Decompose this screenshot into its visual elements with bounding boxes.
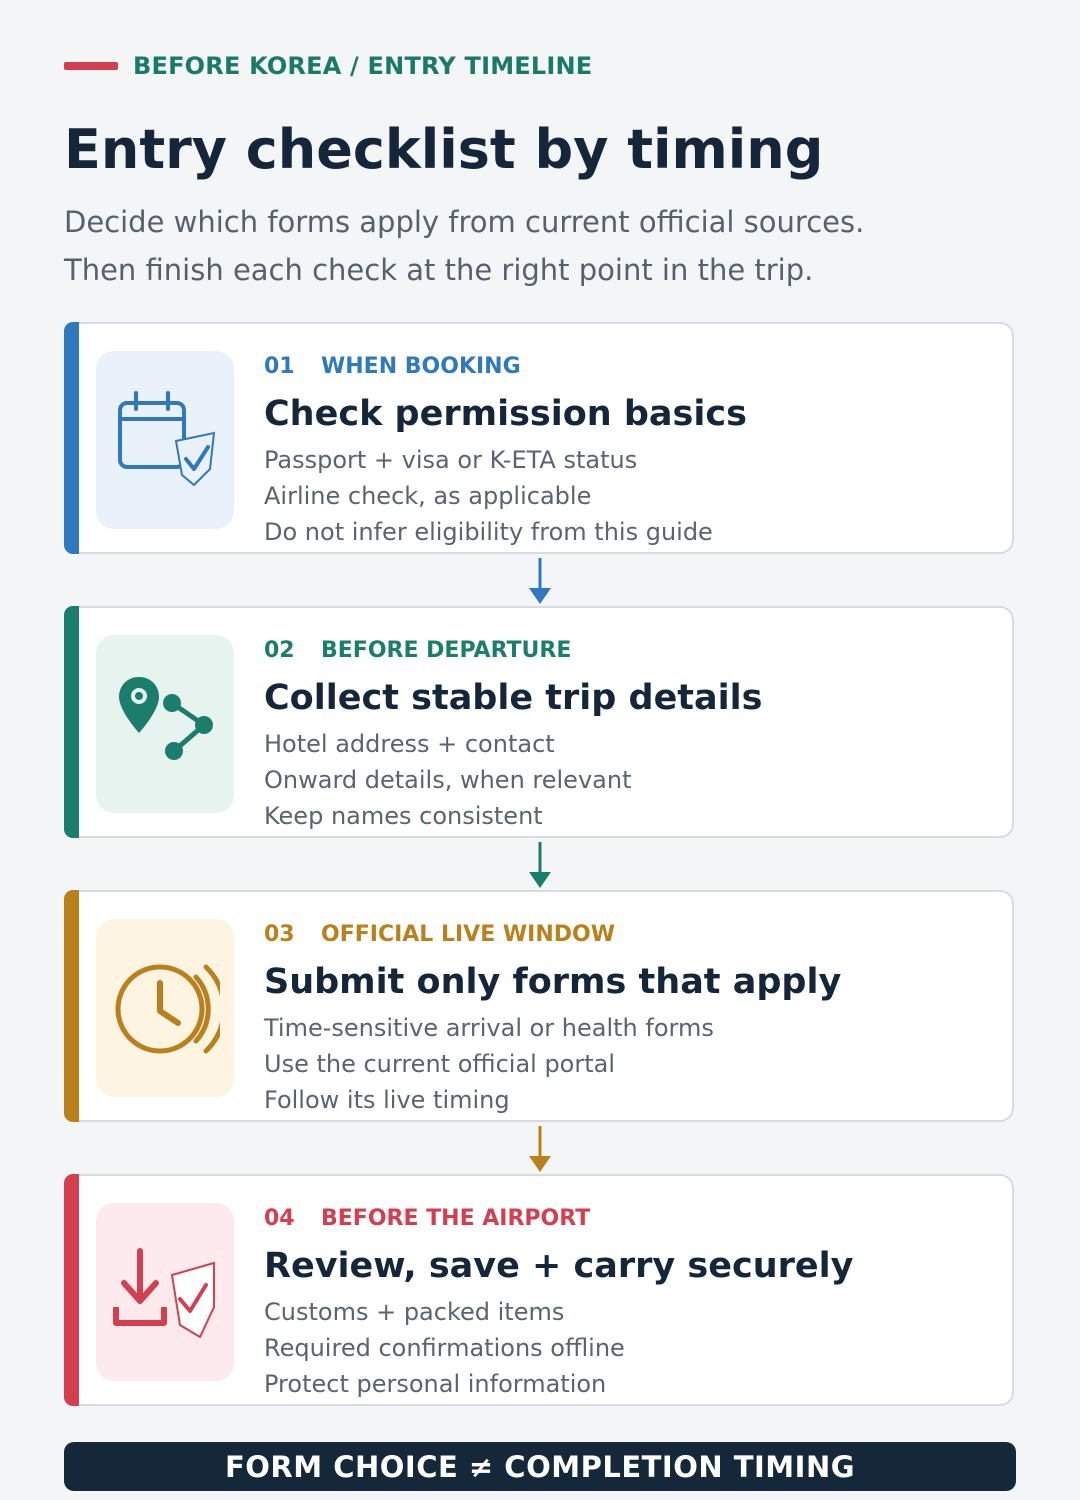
step-title: Collect stable trip details xyxy=(264,678,763,718)
step-icon-box xyxy=(96,635,234,813)
down-arrow-icon xyxy=(528,842,552,890)
step-card-03 xyxy=(64,890,1014,1122)
step-details xyxy=(264,726,631,834)
page-title: Entry checklist by timing xyxy=(64,118,824,181)
step-icon-box xyxy=(96,919,234,1097)
subtitle-line: Decide which forms apply from current official sources. xyxy=(64,205,865,239)
step-number: 01 xyxy=(264,354,295,379)
clock-icon xyxy=(110,953,220,1063)
footer-banner: FORM CHOICE ≠ COMPLETION TIMING xyxy=(64,1442,1016,1491)
download-shield-icon xyxy=(110,1237,220,1347)
step-detail-line: Do not infer eligibility from this guide xyxy=(264,518,713,546)
step-icon-box xyxy=(96,1203,234,1381)
step-detail-line: Passport + visa or K-ETA status xyxy=(264,446,638,474)
step-timing: BEFORE THE AIRPORT xyxy=(321,1206,591,1231)
step-number: 03 xyxy=(264,922,295,947)
step-details xyxy=(264,442,713,550)
step-accent-bar xyxy=(64,890,79,1122)
eyebrow-label: BEFORE KOREA / ENTRY TIMELINE xyxy=(133,52,593,80)
step-card-04 xyxy=(64,1174,1014,1406)
step-title: Review, save + carry securely xyxy=(264,1246,854,1286)
step-detail-line: Hotel address + contact xyxy=(264,730,555,758)
step-title: Check permission basics xyxy=(264,394,747,434)
subtitle-line: Then finish each check at the right point in the trip. xyxy=(64,253,814,287)
step-detail-line: Use the current official portal xyxy=(264,1050,616,1078)
down-arrow-icon xyxy=(528,558,552,606)
step-title: Submit only forms that apply xyxy=(264,962,842,1002)
step-header xyxy=(264,1206,590,1231)
step-detail-line: Keep names consistent xyxy=(264,802,543,830)
step-card-02 xyxy=(64,606,1014,838)
location-route-icon xyxy=(110,669,220,779)
page-subtitle xyxy=(64,198,1024,294)
step-number: 04 xyxy=(264,1206,295,1231)
eyebrow-accent-bar xyxy=(64,62,118,70)
step-header xyxy=(264,354,521,379)
step-timing: WHEN BOOKING xyxy=(321,354,521,379)
step-timing: OFFICIAL LIVE WINDOW xyxy=(321,922,615,947)
down-arrow-icon xyxy=(528,1126,552,1174)
step-detail-line: Onward details, when relevant xyxy=(264,766,632,794)
step-detail-line: Time-sensitive arrival or health forms xyxy=(264,1014,714,1042)
step-header xyxy=(264,922,615,947)
step-detail-line: Protect personal information xyxy=(264,1370,607,1398)
step-details xyxy=(264,1294,625,1402)
step-detail-line: Follow its live timing xyxy=(264,1086,510,1114)
calendar-shield-icon xyxy=(110,385,220,495)
step-details xyxy=(264,1010,714,1118)
step-accent-bar xyxy=(64,606,79,838)
step-accent-bar xyxy=(64,322,79,554)
step-number: 02 xyxy=(264,638,295,663)
step-icon-box xyxy=(96,351,234,529)
step-card-01 xyxy=(64,322,1014,554)
step-detail-line: Customs + packed items xyxy=(264,1298,565,1326)
step-detail-line: Required confirmations offline xyxy=(264,1334,625,1362)
step-header xyxy=(264,638,571,663)
step-detail-line: Airline check, as applicable xyxy=(264,482,592,510)
eyebrow xyxy=(64,52,592,80)
step-timing: BEFORE DEPARTURE xyxy=(321,638,572,663)
step-accent-bar xyxy=(64,1174,79,1406)
